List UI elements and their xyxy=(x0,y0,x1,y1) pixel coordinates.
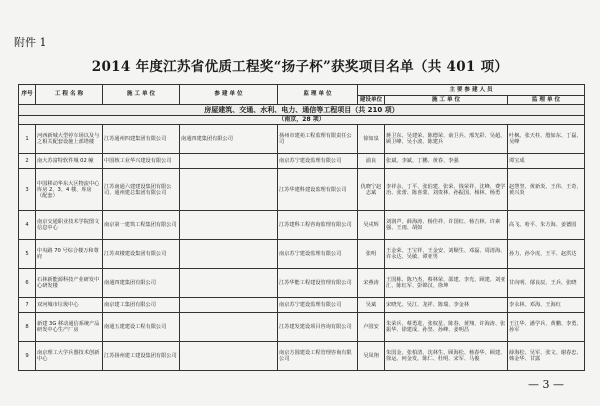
cell-supervision: 南京苏宁建设监理有限公司 xyxy=(278,297,358,312)
cell-supervision: 江苏华能工程建设管理有限公司 xyxy=(278,269,358,298)
cell-no: 9 xyxy=(19,342,36,371)
cell-no: 8 xyxy=(19,313,36,342)
cell-no: 2 xyxy=(19,153,36,168)
cell-construction-person: 宋晓光、吴江、龙祥、陈瑞、李金林 xyxy=(385,297,508,312)
table-row xyxy=(19,211,585,240)
cell-no: 3 xyxy=(19,169,36,211)
cell-construction: 南通五建建设工程有限公司 xyxy=(103,313,180,342)
cell-participating xyxy=(180,169,278,211)
cell-participating xyxy=(180,269,278,298)
cell-builder: 张明 xyxy=(358,240,385,269)
header-main-participants: 主 要 参 建 人 员 xyxy=(358,85,585,96)
header-construction-person: 施 工 单 位 xyxy=(385,96,508,105)
cell-construction-person: 刘润声、薛海涛、杨佳祥、许国红、杨吉林、许素强、王雨、胡如 xyxy=(385,211,508,240)
table-row xyxy=(19,342,585,371)
header-project: 工 程 名 称 xyxy=(36,85,103,105)
cell-construction: 南京建工集团有限公司 xyxy=(103,297,180,312)
cell-participating xyxy=(180,153,278,168)
cell-project: 中央路 70 号综合楼万和尊府 xyxy=(36,240,103,269)
cell-supervision-person: 王江华、潘学兵、黄鹏、李勇、孙军 xyxy=(508,313,585,342)
cell-construction: 中国核工业华兴建设有限公司 xyxy=(103,153,180,168)
cell-supervision-person: 谭宝成 xyxy=(508,153,585,168)
table-row xyxy=(19,313,585,342)
cell-participating: 南通四建集团有限公司 xyxy=(180,125,278,154)
cell-supervision-person: 高飞、哈平、朱方海、姜德国 xyxy=(508,211,585,240)
cell-participating xyxy=(180,240,278,269)
cell-supervision: 南京苏宁建设监理有限公司 xyxy=(278,240,358,269)
cell-supervision-person: 叶枫、张天柱、殷如东、丁磊、吴峰 xyxy=(508,125,585,154)
cell-supervision-person: 赵慧坚、黄新炎、王伟、王奇、黄兴炎 xyxy=(508,169,585,211)
cell-construction-person: 李祥余、丁平、张伯建、张荣、钱荣祥、沈峰、费学治、张蕾、陈喜蒙、刘贵林、孙振国、杨林、杨勇 xyxy=(385,169,508,211)
cell-no: 6 xyxy=(19,269,36,298)
cell-supervision-person: 李永林、邓海、王海红 xyxy=(508,297,585,312)
city-banner: （南京，28 项） xyxy=(19,116,585,125)
header-seq: 序号 xyxy=(19,85,36,105)
table-row xyxy=(19,169,585,211)
table-row xyxy=(19,125,585,154)
cell-supervision: 江苏华建科建设监理有限公司 xyxy=(278,169,358,211)
header-supervision-person: 监 理 单 位 xyxy=(508,96,585,105)
cell-participating xyxy=(180,342,278,371)
cell-supervision-person: 甘向明、郁良辰、王兵、张晓 xyxy=(508,269,585,298)
cell-builder: 徐如泉 xyxy=(358,125,385,154)
cell-no: 7 xyxy=(19,297,36,312)
cell-no: 5 xyxy=(19,240,36,269)
cell-construction-person: 王国栋、陈乃杰、蔡林荣、邵建、李光、顾建、刘亚汇、陈红军、彭锦汉、徐坤 xyxy=(385,269,508,298)
cell-supervision: 江苏建科工程咨询监理有限公司 xyxy=(278,211,358,240)
cell-builder: 吴凤翔 xyxy=(358,342,385,371)
cell-project: 南京交通职业技术学院图文信息中心 xyxy=(36,211,103,240)
attachment-label: 附件 1 xyxy=(14,36,47,49)
cell-project: 双河城市垃圾中心 xyxy=(36,297,103,312)
cell-construction-person: 张斌、李斌、丁鹏、黄春、李强 xyxy=(385,153,508,168)
cell-no: 1 xyxy=(19,125,36,154)
cell-participating xyxy=(180,297,278,312)
cell-project: 南京理工大学兵器技术创新中心 xyxy=(36,342,103,371)
cell-construction: 南通四建集团有限公司 xyxy=(103,269,180,298)
cell-supervision: 扬州市建苑工程监理有限责任公司 xyxy=(278,125,358,154)
cell-supervision: 江苏建发建设项目咨询有限公司 xyxy=(278,313,358,342)
table-row xyxy=(19,297,585,312)
cell-construction: 江苏双楼建设集团有限公司 xyxy=(103,240,180,269)
cell-builder: 吴戍辉 xyxy=(358,211,385,240)
cell-builder: 吴斌 xyxy=(358,297,385,312)
cell-project: 中国移动华东大区物流中心库房 2、3、4 楼、库房（配套） xyxy=(36,169,103,211)
cell-construction: 南京第一建筑工程集团有限公司 xyxy=(103,211,180,240)
header-builder: 建设单位 xyxy=(358,96,385,105)
table-row xyxy=(19,153,585,168)
cell-construction: 江苏通州四建集团有限公司 xyxy=(103,125,180,154)
cell-supervision-person: 薛海松、吴军、张文、谢春忠、韩金华、甘露 xyxy=(508,342,585,371)
cell-construction: 江苏扬州建工建设集团有限公司 xyxy=(103,342,180,371)
cell-builder: 仇晓宁赵志斌 xyxy=(358,169,385,211)
cell-project: 石林新能源科技产业研发中心研发楼 xyxy=(36,269,103,298)
cell-builder: 浦良 xyxy=(358,153,385,168)
cell-construction-person: 朱国金、张柏清、沈林生、顾海松、杨春华、顾建、徐运、何金发、陈仁、杜明、宋军、马俊 xyxy=(385,342,508,371)
cell-project: 河西新城大型停车场以及与之相关配套设施上部塔楼 xyxy=(36,125,103,154)
table-row xyxy=(19,269,585,298)
awards-table xyxy=(18,84,585,371)
city-banner-row xyxy=(19,116,585,125)
header-construction: 施 工 单 位 xyxy=(103,85,180,105)
header-row-1 xyxy=(19,85,585,96)
cell-construction-person: 朱荣兵、蔡勇进、张权星、陈春、黄翔、许海涛、张振华、徐建成、孙坚、孙峰、姜明昌 xyxy=(385,313,508,342)
cell-builder: 卢国安 xyxy=(358,313,385,342)
table-row xyxy=(19,240,585,269)
cell-participating xyxy=(180,211,278,240)
section-banner-row xyxy=(19,105,585,116)
header-supervision: 监 理 单 位 xyxy=(278,85,358,105)
section-banner: 房屋建筑、交通、水利、电力、通信等工程项目（共 210 项） xyxy=(19,105,585,116)
cell-participating xyxy=(180,313,278,342)
cell-supervision: 南京苏宁建设监理有限公司 xyxy=(278,153,358,168)
cell-project: 南大苏富特软件城 02 幢 xyxy=(36,153,103,168)
cell-construction-person: 王金荣、王宝祥、王金安、刘顺生、邓磊、周清海、许永达、吴敏、谭亚男 xyxy=(385,240,508,269)
cell-construction: 江苏南通六建建设集团有限公司、通州建总集团有限公司 xyxy=(103,169,180,211)
cell-builder: 宋燕涛 xyxy=(358,269,385,298)
cell-no: 4 xyxy=(19,211,36,240)
document-title: 2014 年度江苏省优质工程奖“扬子杯”获奖项目名单（共 401 项） xyxy=(91,59,509,75)
page-number: — 3 — xyxy=(528,378,564,391)
cell-supervision: 南京方圆建设工程管理咨询有限公司 xyxy=(278,342,358,371)
cell-supervision-person: 孙力、孙令虎、王平、赵洪达 xyxy=(508,240,585,269)
cell-project: 新建 3G 移动通信系统产品研发中心生产厂房 xyxy=(36,313,103,342)
header-participating: 参 建 单 位 xyxy=(180,85,278,105)
cell-construction-person: 蒋卫东、吴建荣、陈德荣、俞卫兵、邢光彩、吴超、顾卫峰、吴小波、陈建兵 xyxy=(385,125,508,154)
